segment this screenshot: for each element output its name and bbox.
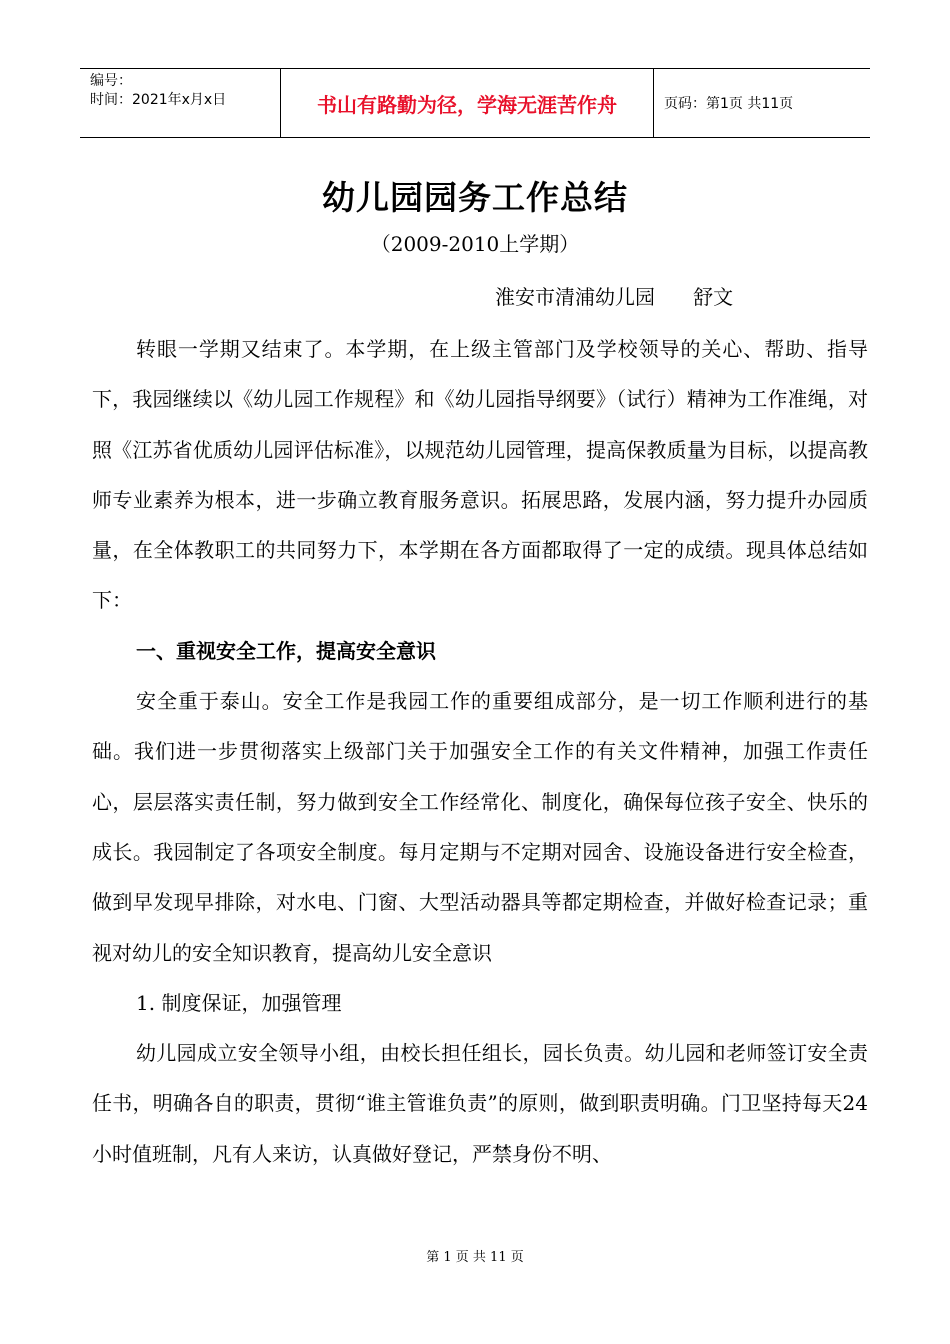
section-heading: 一、重视安全工作，提高安全意识 [136, 638, 436, 663]
management-paragraph: 幼儿园成立安全领导小组，由校长担任组长，园长负责。幼儿园和老师签订安全责任书，明确各自的职责，贯彻“谁主管谁负责”的原则，做到职责明确。门卫坚持每天24小时值班制，凡有人来访，认真做好登记，严禁身份不明、 [92, 1041, 868, 1166]
subsection-heading: 1. 制度保证，加强管理 [136, 990, 342, 1015]
safety-paragraph: 安全重于泰山。安全工作是我园工作的重要组成部分，是一切工作顺利进行的基础。我们进一步贯彻落实上级部门关于加强安全工作的有关文件精神，加强工作责任心，层层落实责任制，努力做到安全工作经常化、制度化，确保每位孩子安全、快乐的成长。我园制定了各项安全制度。每月定期与不定期对园舍、设施设备进行安全检查，做到早发现早排除，对水电、门窗、大型活动器具等都定期检查，并做好检查记录；重视对幼儿的安全知识教育，提高幼儿安全意识 [92, 689, 868, 965]
document-author: 淮安市清浦幼儿园 舒文 [495, 285, 734, 309]
header-page-code: 页码：第1页 共11页 [664, 96, 794, 112]
intro-paragraph: 转眼一学期又结束了。本学期，在上级主管部门及学校领导的关心、帮助、指导下，我园继续以《幼儿园工作规程》和《幼儿园指导纲要》（试行）精神为工作准绳，对照《江苏省优质幼儿园评估标准》，以规范幼儿园管理，提高保教质量为目标，以提高教师专业素养为根本，进一步确立教育服务意识。拓展思路，发展内涵，努力提升办园质量，在全体教职工的共同努力下，本学期在各方面都取得了一定的成绩。现具体总结如下： [92, 337, 868, 613]
document-number-label: 编号： [90, 73, 132, 89]
header-meta-cell [80, 69, 281, 137]
document-header [80, 68, 870, 138]
document-subtitle: （2009-2010上学期） [370, 232, 580, 256]
document-title: 幼儿园园务工作总结 [322, 178, 628, 217]
page-footer: 第 1 页 共 11 页 [426, 1250, 524, 1265]
document-body [92, 324, 868, 1179]
header-motto: 书山有路勤为径，学海无涯苦作舟 [281, 69, 654, 137]
document-date: 时间：2021年x月x日 [90, 92, 227, 108]
